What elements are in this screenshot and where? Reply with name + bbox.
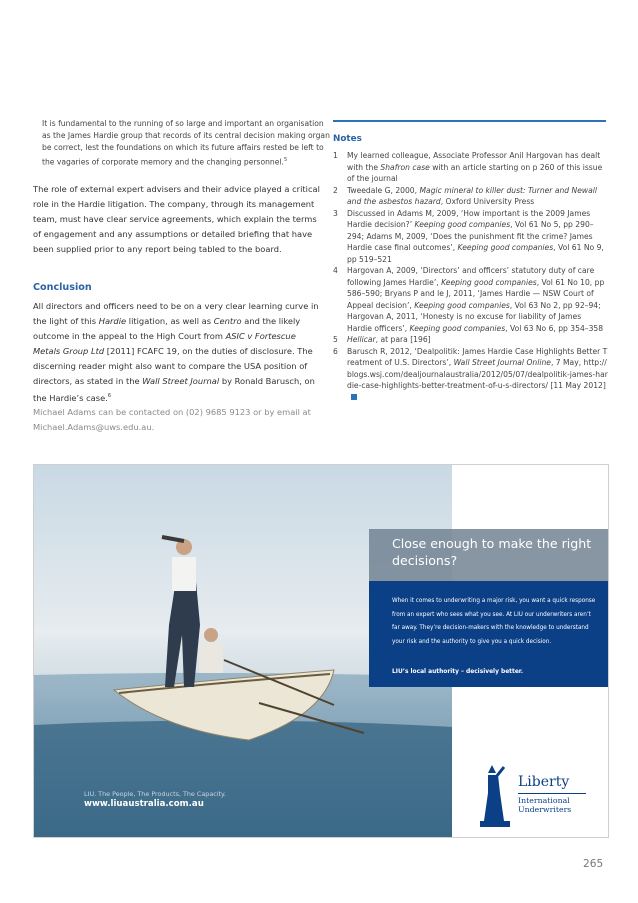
note-6: 6 Barusch R, 2012, ‘Dealpolitik: James Hardie Case Highlights Better Treatment of U.S. Directors’, Wall Street Journal Online, 7 May, http://blogs.wsj.com/dealjournalaustralia/2012/05/07/dealpolitik-james-hardie-case-highlights-better-treatment-of-u-s-directors/ [11 May 2012] xyxy=(333,346,608,404)
contact-info: Michael Adams can be contacted on (02) 9685 9123 or by email at Michael.Adams@uws.edu.au. xyxy=(33,407,311,432)
ad-headline: Close enough to make the right decisions? xyxy=(392,536,592,568)
ad-url-link[interactable]: www.liuaustralia.com.au xyxy=(84,799,204,809)
notes-list xyxy=(333,150,608,403)
conclusion-paragraph: All directors and officers need to be on a very clear learning curve in the light of this Hardie litigation, as well as Centro and the likely outcome in the appeal to the High Court from ASIC v Fortescue Metals Group Ltd [2011] FCAFC 19, on the duties of disclosure. The discerning reader might also want to compare the USA position of directors, as stated in the Wall Street Journal by Ronald Barusch, on the Hardie’s case.$^6$ xyxy=(33,301,319,403)
note-4: 4 Hargovan A, 2009, ‘Directors’ and officers’ statutory duty of care following James Hardie’, Keeping good companies, Vol 61 No 10, pp 586–590; Bryans P and le J, 2011, ‘James Hardie — NSW Court of Appeal decision’, Keeping good companies, Vol 63 No 2, pp 92–94; Hargovan A, 2011, ‘Honesty is no excuse for liability of James Hardie officers’, Keeping good companies, Vol 63 No 6, pp 354–358 xyxy=(333,266,605,333)
block-quote xyxy=(42,118,332,169)
ad-tagline: LIU’s local authority – decisively better. xyxy=(392,669,524,675)
note-5: 5 Hellicar, at para [196] xyxy=(333,335,431,344)
end-mark-icon xyxy=(351,394,357,400)
logo-wordmark: Liberty xyxy=(518,774,570,790)
advertisement[interactable] xyxy=(33,464,609,838)
note-1: 1 My learned colleague, Associate Professor Anil Hargovan has dealt with the Shafron case with an article starting on p 260 of this issue of the journal xyxy=(333,151,603,183)
conclusion-heading: Conclusion xyxy=(33,282,92,293)
ad-body-text: When it comes to underwriting a major risk, you want a quick response from an expert who sees what you see. At LIU our underwriters aren’t far away. They’re decision-makers with the knowledge to understand your risk and the authority to give you a quick decision. xyxy=(392,598,596,645)
page-number: 265 xyxy=(583,858,604,870)
notes-heading: Notes xyxy=(333,134,362,144)
note-2: 2 Tweedale G, 2000, Magic mineral to killer dust: Turner and Newall and the asbestos hazard, Oxford University Press xyxy=(333,185,597,206)
note-6-link[interactable]: , 7 May, http://blogs.wsj.com/dealjournalaustralia/2012/05/07/dealpolitik-james-hardie-case-highlights-better-treatment-of-u-s-directors/ [11 May 2012] xyxy=(347,358,608,390)
logo-rule xyxy=(518,793,586,794)
ad-caption: LIU. The People, The Products, The Capacity. xyxy=(84,790,226,798)
lead-paragraph: The role of external expert advisers and their advice played a critical role in the Hardie litigation. The company, through its management team, must have clear service agreements, which explain the terms of engagement and any assumptions or detailed briefing that have been supplied prior to any report being tabled to the board. xyxy=(33,184,320,254)
quote-footnote-ref[interactable]: 5 xyxy=(283,157,288,163)
conclusion-footnote-ref[interactable]: 6 xyxy=(107,393,112,399)
quote-text: It is fundamental to the running of so large and important an organisation as the James Hardie group that records of its central decision making organ be correct, lest the foundations on which its future affairs rested be left to the vagaries of corporate memory and the changing personnel. xyxy=(42,119,330,167)
logo-subtitle: International Underwriters xyxy=(518,796,572,814)
note-3: 3 Discussed in Adams M, 2009, ‘How important is the 2009 James Hardie decision?’ Keeping good companies, Vol 61 No 5, pp 290–294; Adams M, 2009, ‘Does the punishment fit the crime? James Hardie case final outcomes’, Keeping good companies, Vol 61 No 9, pp 519–521 xyxy=(333,208,604,264)
notes-divider xyxy=(333,120,606,122)
